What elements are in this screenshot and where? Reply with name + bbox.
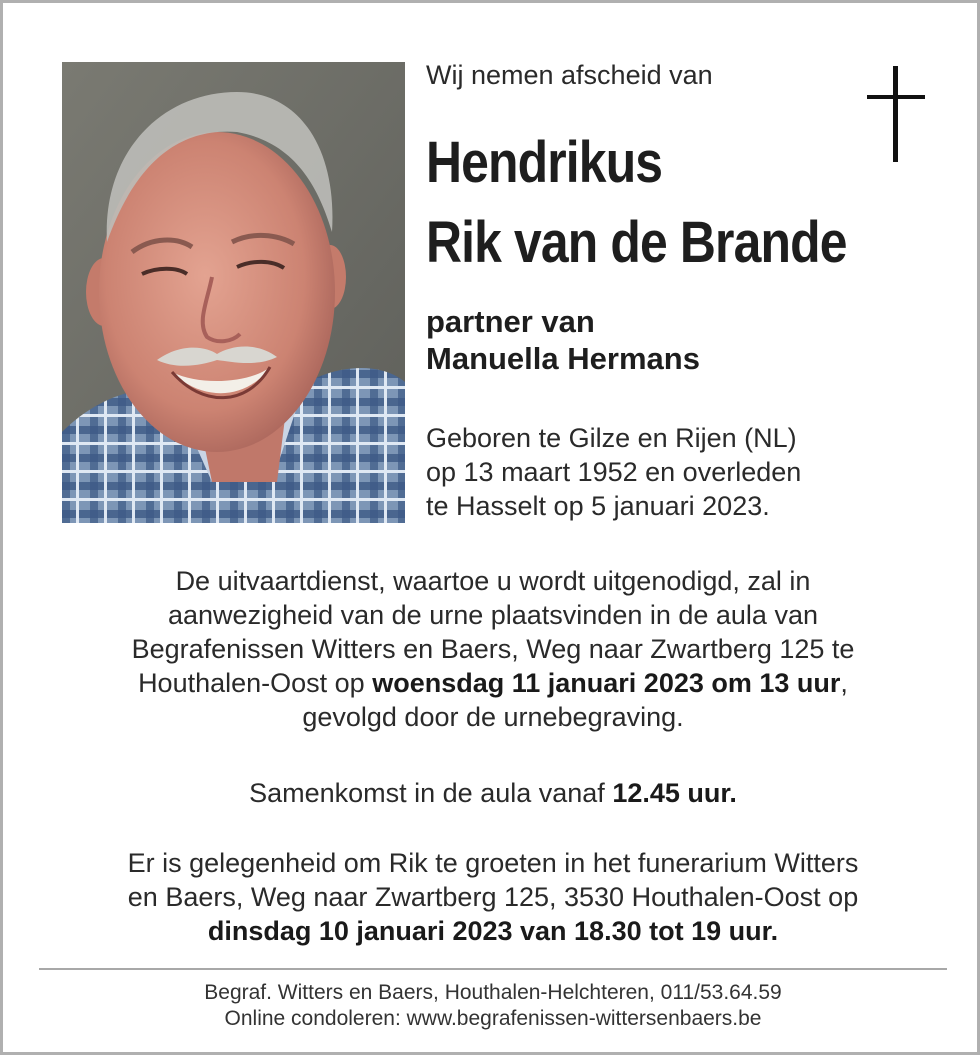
portrait-photo bbox=[62, 62, 405, 523]
visitation-datetime: dinsdag 10 januari 2023 van 18.30 tot 19 uur. bbox=[207, 916, 779, 946]
footer bbox=[43, 980, 943, 1032]
name-line-2: Rik van de Brande bbox=[426, 210, 847, 275]
partner-block bbox=[426, 303, 700, 377]
gathering-time: 12.45 uur. bbox=[612, 778, 737, 808]
born-line-2: op 13 maart 1952 en overleden bbox=[426, 457, 802, 487]
name-line-1: Hendrikus bbox=[426, 130, 663, 195]
deceased-name bbox=[426, 123, 847, 283]
cross-icon bbox=[867, 66, 925, 162]
gathering-text: Samenkomst in de aula vanaf bbox=[249, 778, 613, 808]
condolence-link[interactable]: Online condoleren: www.begrafenissen-wittersenbaers.be bbox=[224, 1007, 762, 1030]
service-line-4 bbox=[43, 666, 943, 700]
visitation-paragraph bbox=[43, 846, 943, 948]
service-line-2: aanwezigheid van de urne plaatsvinden in de aula van bbox=[168, 600, 818, 630]
service-line-5: gevolgd door de urnebegraving. bbox=[302, 702, 684, 732]
born-line-3: te Hasselt op 5 januari 2023. bbox=[426, 491, 770, 521]
intro-text: Wij nemen afscheid van bbox=[426, 60, 713, 90]
partner-line-1: partner van bbox=[426, 304, 595, 339]
partner-line-2: Manuella Hermans bbox=[426, 341, 700, 376]
visitation-line-2: en Baers, Weg naar Zwartberg 125, 3530 Houthalen-Oost op bbox=[127, 882, 859, 912]
service-paragraph bbox=[43, 564, 943, 734]
birth-death-info bbox=[426, 421, 801, 523]
gathering-paragraph bbox=[43, 776, 943, 810]
service-comma: , bbox=[840, 668, 848, 698]
footer-divider bbox=[39, 968, 947, 970]
service-location: Houthalen-Oost op bbox=[138, 668, 373, 698]
service-line-3: Begrafenissen Witters en Baers, Weg naar Zwartberg 125 te bbox=[131, 634, 855, 664]
born-line-1: Geboren te Gilze en Rijen (NL) bbox=[426, 423, 797, 453]
service-line-1: De uitvaartdienst, waartoe u wordt uitgenodigd, zal in bbox=[175, 566, 811, 596]
visitation-line-1: Er is gelegenheid om Rik te groeten in het funerarium Witters bbox=[127, 848, 859, 878]
service-datetime: woensdag 11 januari 2023 om 13 uur bbox=[372, 668, 841, 698]
funeral-home-info: Begraf. Witters en Baers, Houthalen-Helchteren, 011/53.64.59 bbox=[204, 981, 782, 1004]
